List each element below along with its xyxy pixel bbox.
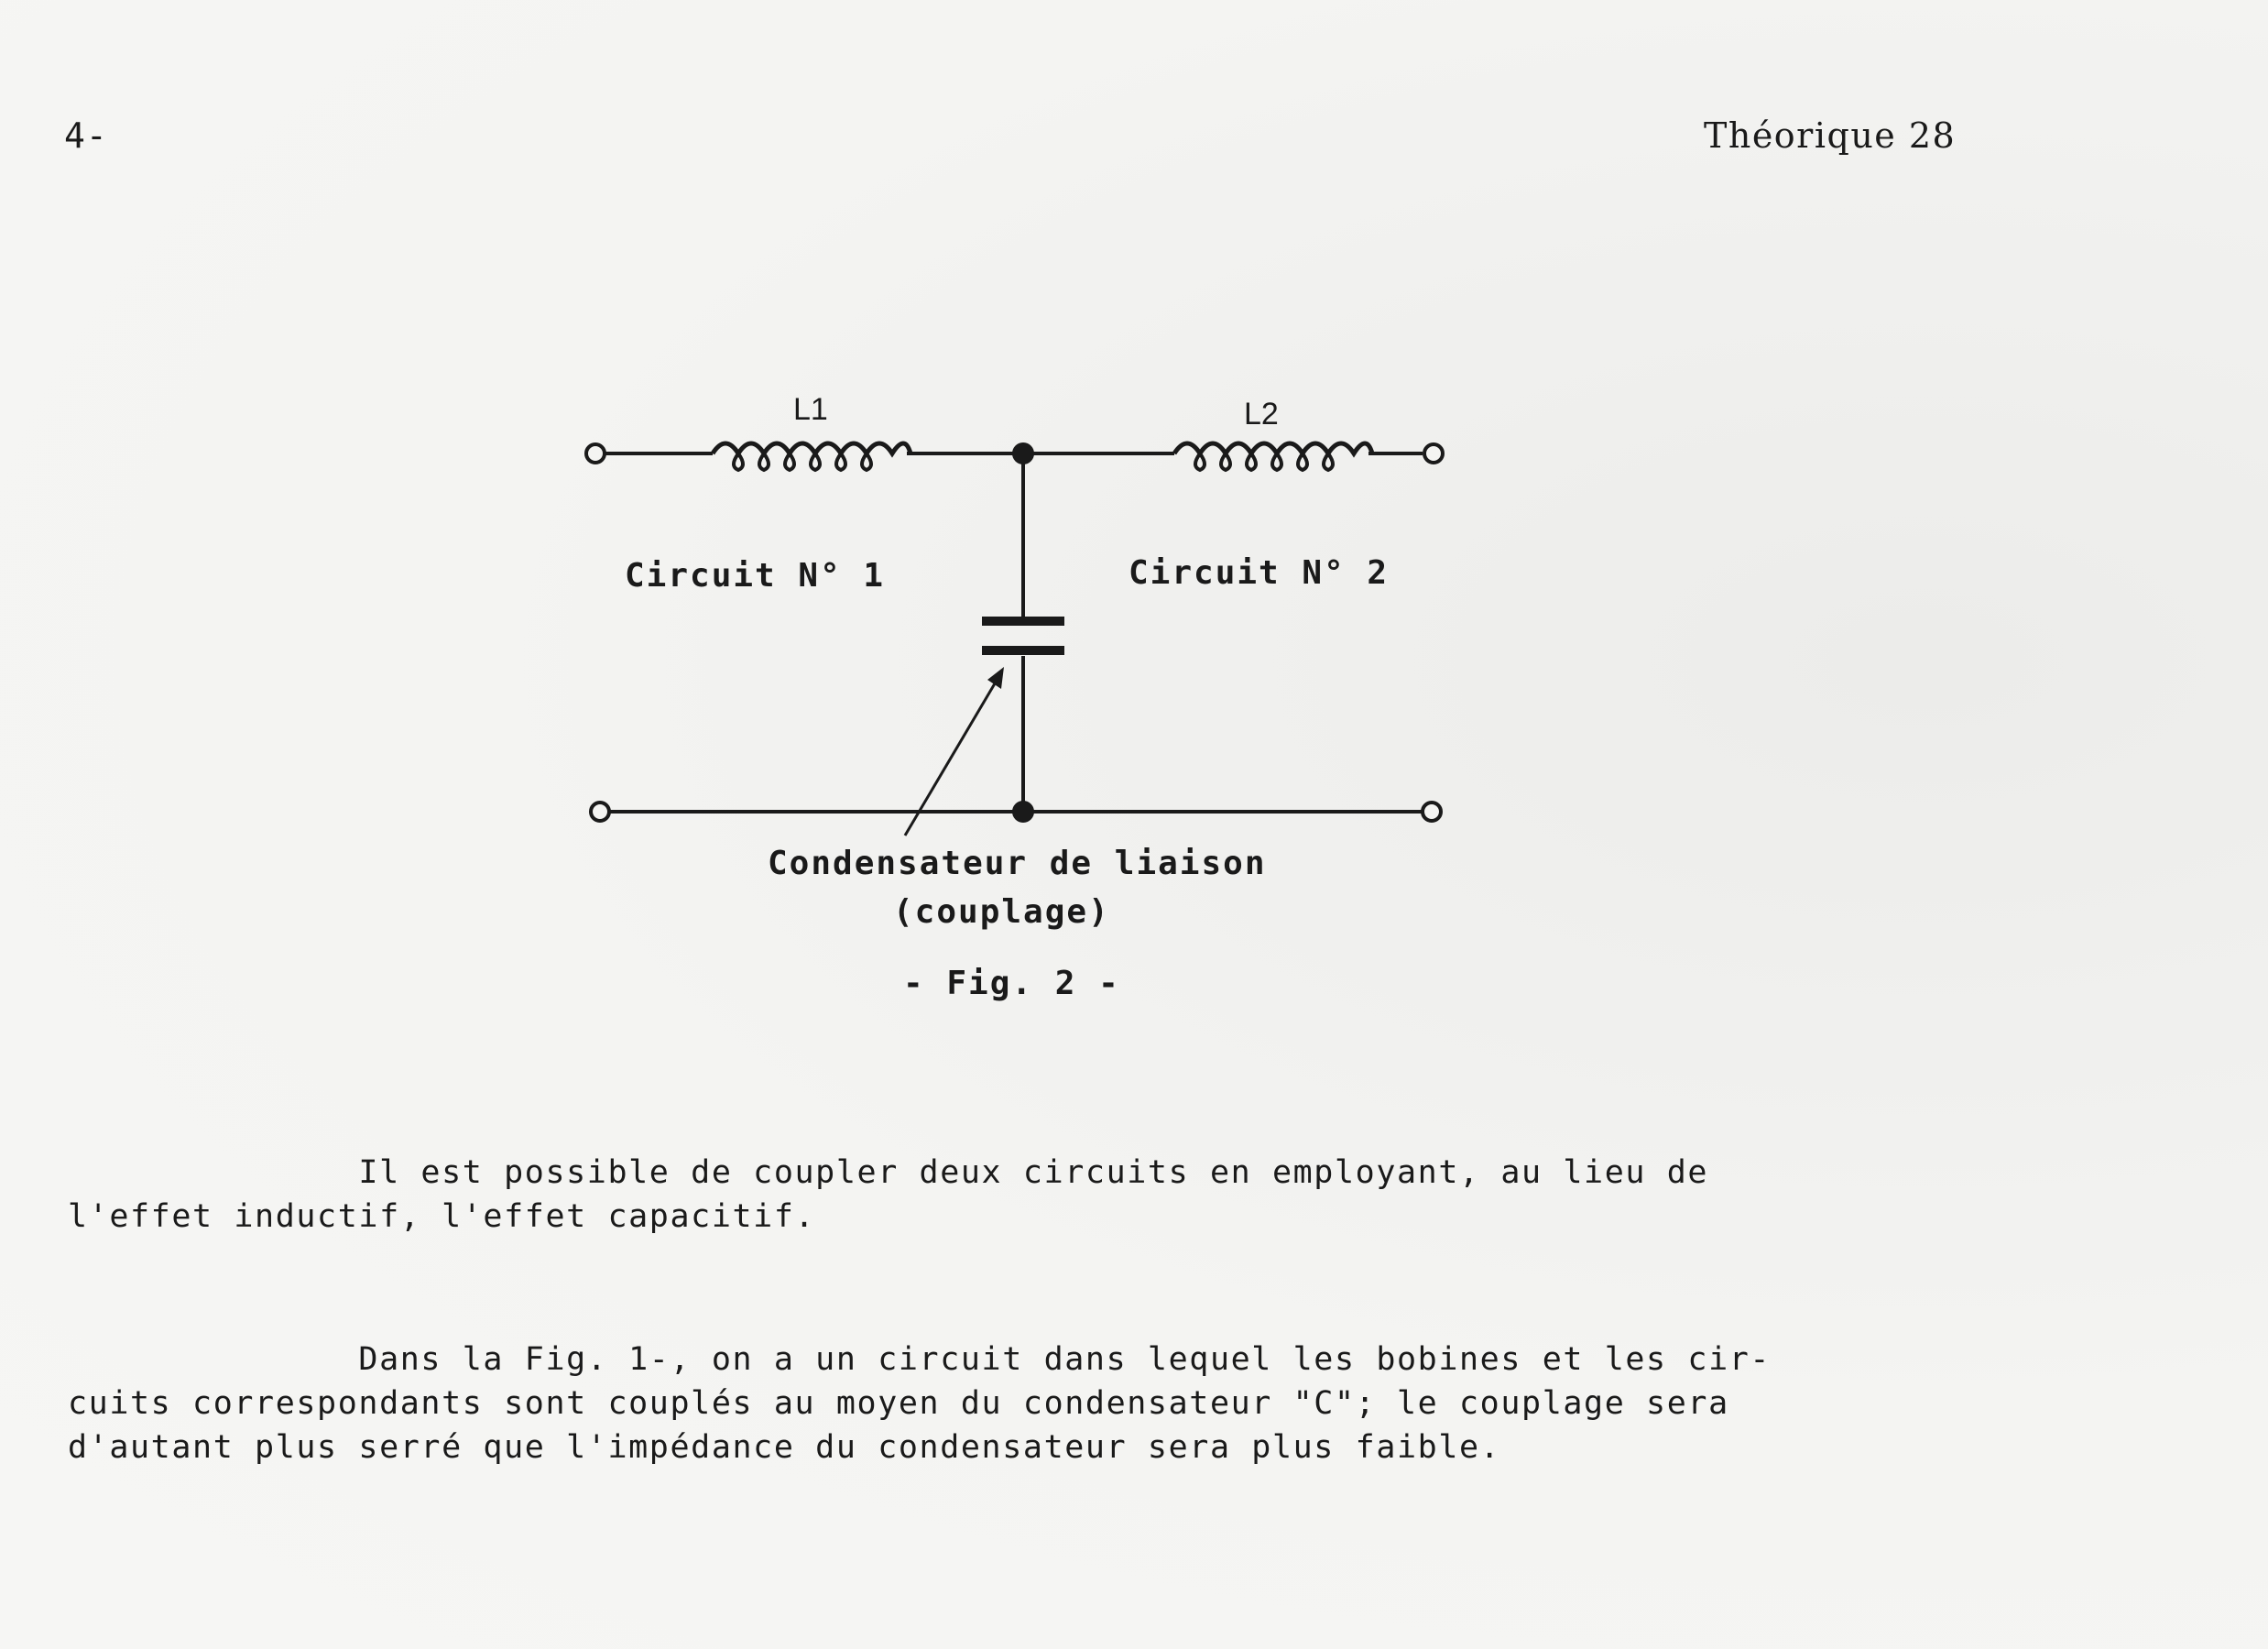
terminal-top-left xyxy=(586,444,605,463)
capacitor-label-sub: (couplage) xyxy=(893,893,1110,931)
paragraph-1-line-2: l'effet inductif, l'effet capacitif. xyxy=(68,1198,816,1235)
inductor-l2-coil xyxy=(1174,443,1372,453)
paragraph-2-line-3: d'autant plus serré que l'impédance du condensateur sera plus faible. xyxy=(68,1429,1501,1466)
paragraph-2-line-1: Dans la Fig. 1-, on a un circuit dans lequel les bobines et les cir- xyxy=(68,1341,1772,1378)
page-reference: Théorique 28 xyxy=(1704,115,1957,156)
paragraph-1-line-1: Il est possible de coupler deux circuits en employant, au lieu de xyxy=(68,1154,1709,1191)
capacitor-label: Condensateur de liaison xyxy=(768,845,1267,882)
inductor-l1-coil xyxy=(713,443,910,453)
circuit-2-label: Circuit N° 2 xyxy=(1129,554,1390,592)
figure-caption: - Fig. 2 - xyxy=(903,965,1120,1002)
inductor-l2-loops xyxy=(1195,453,1333,470)
page-number: 4- xyxy=(64,115,108,156)
terminal-bottom-left xyxy=(591,803,609,821)
paragraph-2-line-2: cuits correspondants sont couplés au moyen du condensateur "C"; le couplage sera xyxy=(68,1385,1729,1422)
capacitor-arrow-head xyxy=(987,667,1004,689)
circuit-1-label: Circuit N° 1 xyxy=(625,557,886,595)
junction-top xyxy=(1012,442,1034,464)
inductor-l2-label: L2 xyxy=(1244,397,1279,431)
terminal-top-right xyxy=(1424,444,1443,463)
junction-bottom xyxy=(1012,801,1034,823)
inductor-l1-loops xyxy=(734,453,871,470)
terminal-bottom-right xyxy=(1423,803,1441,821)
inductor-l1-label: L1 xyxy=(793,392,828,427)
